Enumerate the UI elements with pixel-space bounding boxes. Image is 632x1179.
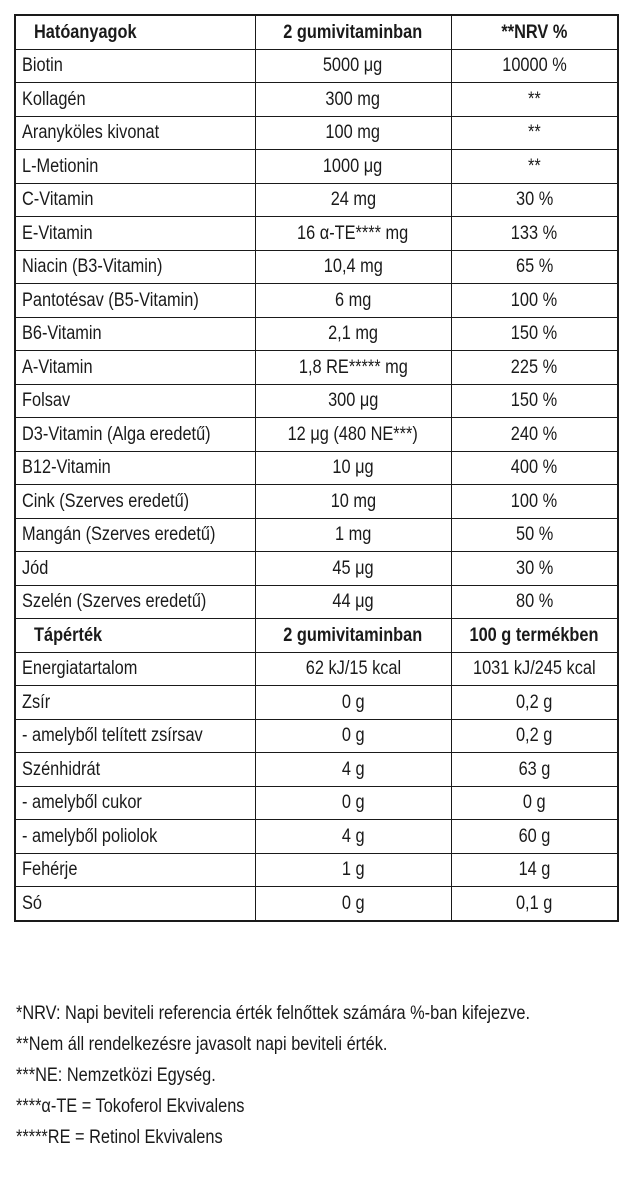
cell-value — [451, 719, 618, 753]
cell-text: 150 % — [511, 390, 558, 412]
cell-text: E-Vitamin — [22, 222, 93, 244]
cell-text: 30 % — [515, 189, 553, 211]
cell-text: 45 μg — [332, 557, 374, 579]
cell-ingredient — [15, 83, 255, 117]
cell-text: 0 g — [522, 792, 546, 814]
header-text: Hatóanyagok — [34, 21, 137, 43]
cell-value — [451, 150, 618, 184]
cell-value — [451, 217, 618, 251]
header-cell-amount — [255, 619, 451, 653]
cell-ingredient — [15, 753, 255, 787]
cell-value — [451, 686, 618, 720]
cell-text: 10 mg — [330, 490, 376, 512]
cell-amount — [255, 887, 451, 921]
cell-text: 0,1 g — [516, 892, 553, 914]
cell-amount — [255, 49, 451, 83]
cell-text: A-Vitamin — [22, 356, 93, 378]
table-row — [15, 753, 618, 787]
footnote-line: **Nem áll rendelkezésre javasolt napi beviteli érték. — [16, 1034, 388, 1055]
cell-value — [451, 250, 618, 284]
cell-amount — [255, 183, 451, 217]
cell-text: 4 g — [341, 758, 365, 780]
cell-value — [451, 451, 618, 485]
cell-text: 14 g — [518, 859, 551, 881]
cell-value — [451, 820, 618, 854]
cell-amount — [255, 384, 451, 418]
cell-text: 44 μg — [332, 591, 374, 613]
header-cell-name — [15, 15, 255, 49]
cell-ingredient — [15, 585, 255, 619]
table-row — [15, 887, 618, 921]
table-row — [15, 418, 618, 452]
cell-text: 6 mg — [334, 289, 372, 311]
footnote-line: *NRV: Napi beviteli referencia érték felnőttek számára %-ban kifejezve. — [16, 1003, 531, 1024]
cell-ingredient — [15, 250, 255, 284]
cell-text: 4 g — [341, 825, 365, 847]
cell-text: 0 g — [341, 691, 365, 713]
table-row — [15, 351, 618, 385]
header-text: **NRV % — [501, 21, 568, 43]
cell-ingredient — [15, 116, 255, 150]
cell-ingredient — [15, 49, 255, 83]
table-row — [15, 451, 618, 485]
header-cell-name — [15, 619, 255, 653]
cell-text: Biotin — [22, 55, 63, 77]
cell-text: 16 α-TE**** mg — [297, 222, 409, 244]
cell-value — [451, 384, 618, 418]
cell-ingredient — [15, 351, 255, 385]
footnotes — [16, 998, 622, 1153]
cell-text: 10,4 mg — [323, 256, 383, 278]
cell-amount — [255, 116, 451, 150]
cell-text: 1 g — [341, 859, 365, 881]
cell-text: ** — [527, 88, 541, 110]
cell-ingredient — [15, 317, 255, 351]
cell-text: 0 g — [341, 725, 365, 747]
cell-text: 50 % — [515, 524, 553, 546]
table-row — [15, 49, 618, 83]
cell-amount — [255, 485, 451, 519]
cell-amount — [255, 585, 451, 619]
cell-text: Só — [22, 892, 42, 914]
cell-amount — [255, 250, 451, 284]
cell-text: 10 μg — [332, 457, 374, 479]
cell-ingredient — [15, 786, 255, 820]
nutrition-table-body — [15, 15, 618, 921]
cell-text: 1 mg — [334, 524, 372, 546]
cell-value — [451, 853, 618, 887]
cell-text: 12 μg (480 NE***) — [287, 423, 419, 445]
nutrition-table — [14, 14, 619, 922]
footnote-line: ***NE: Nemzetközi Egység. — [16, 1065, 216, 1086]
cell-text: B6-Vitamin — [22, 323, 102, 345]
table-row — [15, 686, 618, 720]
cell-text: 63 g — [518, 758, 551, 780]
table-row — [15, 150, 618, 184]
cell-text: D3-Vitamin (Alga eredetű) — [22, 423, 211, 445]
header-text: 2 gumivitaminban — [283, 21, 423, 43]
table-row — [15, 284, 618, 318]
cell-value — [451, 753, 618, 787]
cell-text: Pantotésav (B5-Vitamin) — [22, 289, 199, 311]
cell-amount — [255, 686, 451, 720]
cell-value — [451, 418, 618, 452]
header-text: Tápérték — [34, 624, 103, 646]
cell-ingredient — [15, 217, 255, 251]
table-row — [15, 116, 618, 150]
cell-text: 400 % — [511, 457, 558, 479]
cell-amount — [255, 317, 451, 351]
table2-header-row — [15, 619, 618, 653]
cell-text: 1000 μg — [323, 155, 383, 177]
cell-ingredient — [15, 518, 255, 552]
cell-value — [451, 351, 618, 385]
table-row — [15, 786, 618, 820]
table-row — [15, 217, 618, 251]
cell-amount — [255, 719, 451, 753]
table-row — [15, 585, 618, 619]
cell-text: 300 mg — [325, 88, 381, 110]
header-text: 100 g termékben — [469, 624, 599, 646]
cell-text: 240 % — [511, 423, 558, 445]
cell-text: Jód — [22, 557, 49, 579]
cell-text: 133 % — [511, 222, 558, 244]
cell-text: ** — [527, 122, 541, 144]
header-cell-reference — [451, 619, 618, 653]
header-text: 2 gumivitaminban — [283, 624, 423, 646]
cell-text: - amelyből cukor — [22, 792, 142, 814]
cell-text: Zsír — [22, 691, 51, 713]
cell-text: 225 % — [511, 356, 558, 378]
cell-text: 150 % — [511, 323, 558, 345]
cell-text: 65 % — [515, 256, 553, 278]
cell-amount — [255, 284, 451, 318]
cell-text: ** — [527, 155, 541, 177]
cell-text: Niacin (B3-Vitamin) — [22, 256, 163, 278]
cell-text: 30 % — [515, 557, 553, 579]
cell-text: 300 μg — [327, 390, 379, 412]
cell-text: 1,8 RE***** mg — [298, 356, 408, 378]
cell-text: 0 g — [341, 792, 365, 814]
table-row — [15, 250, 618, 284]
cell-text: 24 mg — [330, 189, 376, 211]
cell-text: 62 kJ/15 kcal — [305, 658, 401, 680]
cell-value — [451, 49, 618, 83]
cell-text: 0,2 g — [516, 691, 553, 713]
cell-amount — [255, 518, 451, 552]
cell-text: Mangán (Szerves eredetű) — [22, 524, 216, 546]
table-row — [15, 652, 618, 686]
cell-amount — [255, 552, 451, 586]
cell-text: 2,1 mg — [328, 323, 378, 345]
cell-ingredient — [15, 853, 255, 887]
cell-value — [451, 284, 618, 318]
table-row — [15, 83, 618, 117]
cell-text: 0,2 g — [516, 725, 553, 747]
table-row — [15, 384, 618, 418]
table-row — [15, 485, 618, 519]
cell-amount — [255, 351, 451, 385]
cell-text: Kollagén — [22, 88, 86, 110]
table-row — [15, 552, 618, 586]
cell-ingredient — [15, 686, 255, 720]
cell-ingredient — [15, 418, 255, 452]
cell-text: C-Vitamin — [22, 189, 94, 211]
cell-ingredient — [15, 150, 255, 184]
cell-ingredient — [15, 552, 255, 586]
table-row — [15, 518, 618, 552]
cell-value — [451, 83, 618, 117]
cell-text: L-Metionin — [22, 155, 99, 177]
cell-text: 100 % — [511, 490, 558, 512]
cell-text: 100 mg — [325, 122, 381, 144]
cell-amount — [255, 150, 451, 184]
cell-ingredient — [15, 485, 255, 519]
cell-value — [451, 552, 618, 586]
header-cell-amount — [255, 15, 451, 49]
cell-amount — [255, 217, 451, 251]
cell-text: 1031 kJ/245 kcal — [472, 658, 596, 680]
cell-value — [451, 887, 618, 921]
cell-value — [451, 485, 618, 519]
cell-text: 5000 μg — [323, 55, 383, 77]
cell-text: Cink (Szerves eredetű) — [22, 490, 190, 512]
cell-ingredient — [15, 719, 255, 753]
cell-text: 10000 % — [501, 55, 567, 77]
cell-text: Aranyköles kivonat — [22, 122, 160, 144]
cell-text: - amelyből telített zsírsav — [22, 725, 203, 747]
table-row — [15, 317, 618, 351]
cell-ingredient — [15, 183, 255, 217]
cell-text: 60 g — [518, 825, 551, 847]
footnote-line: ****α-TE = Tokoferol Ekvivalens — [16, 1096, 245, 1117]
cell-amount — [255, 786, 451, 820]
cell-amount — [255, 418, 451, 452]
footnote-line: *****RE = Retinol Ekvivalens — [16, 1127, 223, 1148]
cell-ingredient — [15, 652, 255, 686]
cell-amount — [255, 652, 451, 686]
table-row — [15, 719, 618, 753]
cell-ingredient — [15, 820, 255, 854]
cell-value — [451, 116, 618, 150]
cell-value — [451, 786, 618, 820]
table1-header-row — [15, 15, 618, 49]
cell-value — [451, 183, 618, 217]
cell-ingredient — [15, 887, 255, 921]
cell-text: 80 % — [515, 591, 553, 613]
cell-amount — [255, 451, 451, 485]
cell-text: - amelyből poliolok — [22, 825, 158, 847]
table-row — [15, 853, 618, 887]
cell-value — [451, 317, 618, 351]
table-row — [15, 820, 618, 854]
cell-value — [451, 585, 618, 619]
cell-value — [451, 518, 618, 552]
cell-value — [451, 652, 618, 686]
cell-text: Fehérje — [22, 859, 78, 881]
cell-ingredient — [15, 451, 255, 485]
cell-text: 100 % — [511, 289, 558, 311]
cell-ingredient — [15, 284, 255, 318]
cell-text: Energiatartalom — [22, 658, 138, 680]
cell-text: Folsav — [22, 390, 71, 412]
cell-text: Szénhidrát — [22, 758, 101, 780]
table-row — [15, 183, 618, 217]
cell-text: 0 g — [341, 892, 365, 914]
cell-amount — [255, 853, 451, 887]
cell-ingredient — [15, 384, 255, 418]
cell-text: Szelén (Szerves eredetű) — [22, 591, 207, 613]
header-cell-reference — [451, 15, 618, 49]
cell-text: B12-Vitamin — [22, 457, 111, 479]
cell-amount — [255, 753, 451, 787]
cell-amount — [255, 820, 451, 854]
cell-amount — [255, 83, 451, 117]
